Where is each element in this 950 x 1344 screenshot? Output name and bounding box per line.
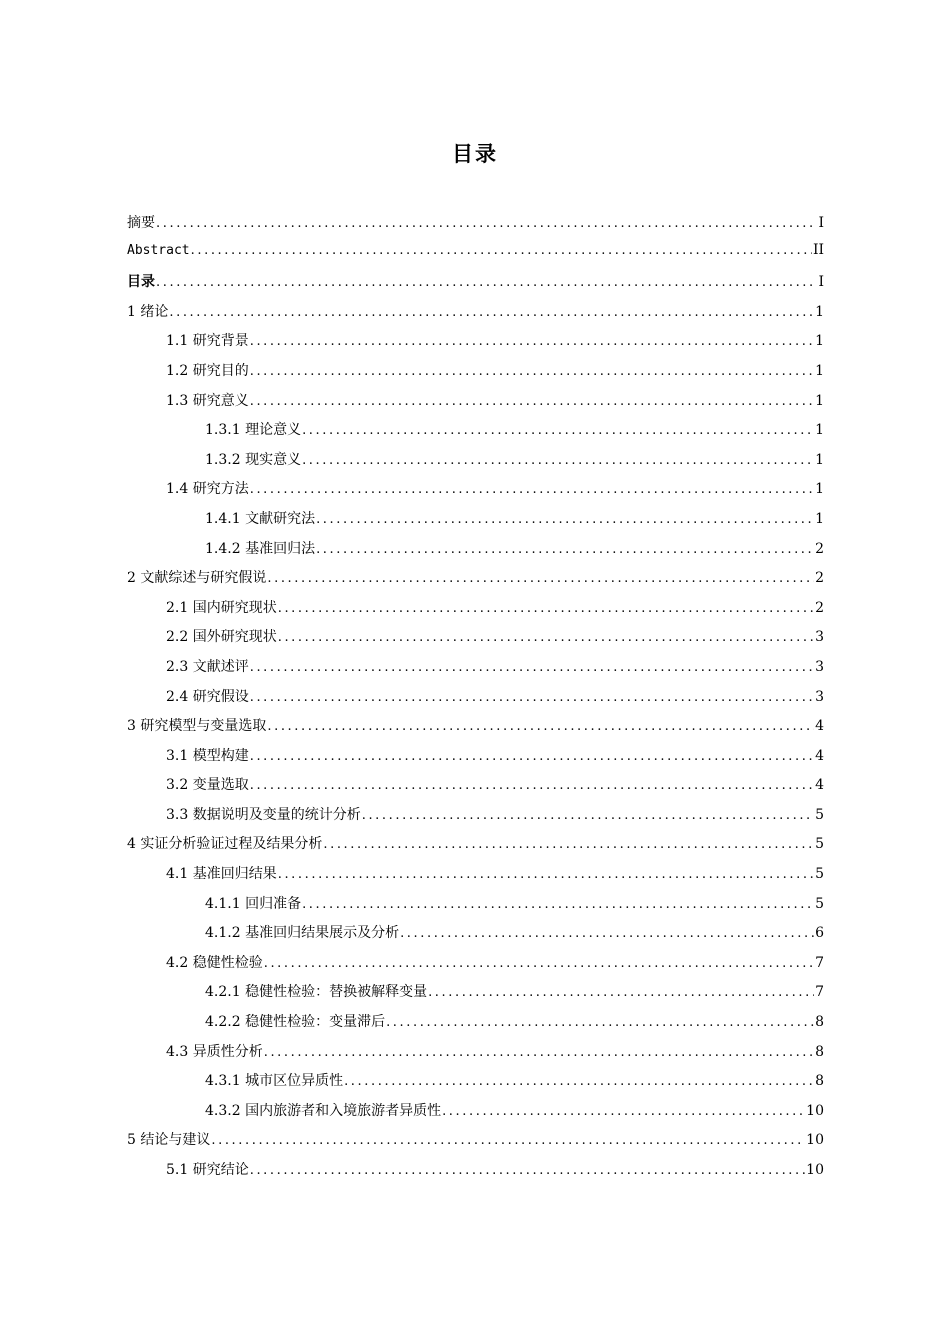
- toc-leader-dots: [362, 808, 814, 823]
- toc-entry[interactable]: [127, 626, 824, 656]
- toc-leader-dots: [278, 867, 814, 882]
- toc-entry[interactable]: [127, 242, 824, 272]
- toc-entry-label: 5 结论与建议: [127, 1132, 211, 1149]
- toc-entry-label: 1 绪论: [127, 303, 169, 320]
- toc-entry[interactable]: [127, 419, 824, 449]
- toc-entry-label: 1.3.1 理论意义: [205, 422, 302, 439]
- toc-leader-dots: [211, 1133, 805, 1148]
- toc-entry-page-number: 10: [806, 1102, 824, 1119]
- toc-leader-dots: [400, 926, 814, 941]
- toc-entry-page-number: 3: [815, 688, 824, 705]
- toc-leader-dots: [323, 837, 814, 852]
- toc-entry-page-number: 1: [815, 333, 824, 350]
- toc-entry[interactable]: [127, 212, 824, 242]
- toc-entry-label: 1.3 研究意义: [166, 392, 249, 409]
- toc-entry-page-number: 7: [815, 954, 824, 971]
- toc-leader-dots: [278, 630, 814, 645]
- toc-leader-dots: [386, 1015, 814, 1030]
- toc-entry[interactable]: [127, 360, 824, 390]
- toc-leader-dots: [316, 512, 814, 527]
- toc-entry-label: 1.1 研究背景: [166, 333, 249, 350]
- toc-entry[interactable]: [127, 804, 824, 834]
- toc-entry[interactable]: [127, 567, 824, 597]
- toc-entry-page-number: 4: [815, 777, 824, 794]
- toc-entry-page-number: 2: [815, 599, 824, 616]
- toc-leader-dots: [250, 394, 814, 409]
- toc-entry-label: 4.2.1 稳健性检验：替换被解释变量: [205, 984, 428, 1001]
- toc-entry-label: 4.1 基准回归结果: [166, 866, 277, 883]
- toc-entry[interactable]: [127, 330, 824, 360]
- page-title: 目录: [452, 142, 498, 166]
- toc-leader-dots: [250, 660, 814, 675]
- toc-entry-page-number: 1: [815, 510, 824, 527]
- toc-entry[interactable]: [127, 390, 824, 420]
- toc-entry-label: 1.4.1 文献研究法: [205, 510, 316, 527]
- toc-entry[interactable]: [127, 952, 824, 982]
- toc-entry-page-number: 8: [815, 1043, 824, 1060]
- toc-entry-label: 2.1 国内研究现状: [166, 599, 277, 616]
- toc-leader-dots: [267, 719, 814, 734]
- toc-entry[interactable]: [127, 863, 824, 893]
- toc-entry[interactable]: [127, 833, 824, 863]
- toc-entry-label: 3.1 模型构建: [166, 747, 249, 764]
- toc-entry[interactable]: [127, 1070, 824, 1100]
- toc-entry-label: 2.2 国外研究现状: [166, 629, 277, 646]
- toc-leader-dots: [302, 897, 814, 912]
- toc-entry[interactable]: [127, 686, 824, 716]
- toc-entry-page-number: 7: [815, 984, 824, 1001]
- toc-entry-page-number: 5: [815, 836, 824, 853]
- toc-entry-label: 4.3 异质性分析: [166, 1043, 263, 1060]
- toc-entry-page-number: 10: [806, 1132, 824, 1149]
- toc-leader-dots: [267, 571, 814, 586]
- toc-entry-page-number: 5: [815, 806, 824, 823]
- toc-entry[interactable]: [127, 981, 824, 1011]
- toc-leader-dots: [264, 1045, 814, 1060]
- toc-leader-dots: [344, 1074, 814, 1089]
- toc-entry-page-number: 4: [815, 718, 824, 735]
- toc-entry[interactable]: [127, 449, 824, 479]
- toc-entry-page-number: 2: [815, 570, 824, 587]
- toc-entry-label: 2.4 研究假设: [166, 688, 249, 705]
- toc-entry-label: 1.4.2 基准回归法: [205, 540, 316, 557]
- toc-entry[interactable]: [127, 1129, 824, 1159]
- toc-entry-label: 4.2.2 稳健性检验：变量滞后: [205, 1014, 386, 1031]
- toc-leader-dots: [442, 1104, 805, 1119]
- toc-entry[interactable]: [127, 597, 824, 627]
- toc-entry-page-number: 1: [815, 392, 824, 409]
- toc-entry-label: 4.1.2 基准回归结果展示及分析: [205, 925, 400, 942]
- toc-entry[interactable]: [127, 656, 824, 686]
- toc-entry-label: 目录: [127, 274, 155, 291]
- toc-entry-label: 4 实证分析验证过程及结果分析: [127, 836, 323, 853]
- toc-leader-dots: [302, 423, 814, 438]
- toc-entry-page-number: 10: [806, 1162, 824, 1178]
- toc-leader-dots: [156, 275, 815, 290]
- toc-entry-label: 1.3.2 现实意义: [205, 451, 302, 468]
- toc-entry-label: 2.3 文献述评: [166, 658, 249, 675]
- toc-entry-page-number: 1: [815, 303, 824, 320]
- toc-leader-dots: [250, 482, 814, 497]
- toc-leader-dots: [250, 749, 814, 764]
- toc-entry-page-number: 8: [815, 1073, 824, 1090]
- toc-entry-page-number: 1: [815, 362, 824, 379]
- toc-entry-page-number: 3: [815, 629, 824, 646]
- toc-entry-page-number: II: [812, 241, 824, 258]
- toc-entry-page-number: 2: [815, 540, 824, 557]
- toc-entry-page-number: 5: [815, 866, 824, 883]
- toc-leader-dots: [250, 334, 814, 349]
- toc-leader-dots: [250, 690, 814, 705]
- toc-leader-dots: [302, 453, 814, 468]
- toc-entry-page-number: 5: [815, 895, 824, 912]
- toc-entry-label: 4.3.2 国内旅游者和入境旅游者异质性: [205, 1102, 442, 1119]
- toc-leader-dots: [250, 778, 814, 793]
- toc-entry-label: 1.2 研究目的: [166, 362, 249, 379]
- toc-leader-dots: [264, 956, 814, 971]
- toc-entry-label: Abstract: [127, 242, 190, 258]
- toc-entry[interactable]: [127, 478, 824, 508]
- toc-entry[interactable]: [127, 745, 824, 775]
- toc-entry-label: 4.2 稳健性检验: [166, 954, 263, 971]
- toc-entry[interactable]: [127, 1159, 824, 1189]
- toc-entry-label: 3.3 数据说明及变量的统计分析: [166, 806, 361, 823]
- toc-entry-page-number: 1: [815, 481, 824, 498]
- toc-entry[interactable]: [127, 538, 824, 568]
- toc-entry[interactable]: [127, 893, 824, 923]
- toc-leader-dots: [191, 243, 812, 258]
- toc-entry-page-number: 1: [815, 451, 824, 468]
- toc-entry-label: 2 文献综述与研究假说: [127, 570, 267, 587]
- toc-entry-label: 3.2 变量选取: [166, 777, 249, 794]
- toc-entry-label: 5.1 研究结论: [166, 1162, 249, 1178]
- toc-entry-label: 1.4 研究方法: [166, 481, 249, 498]
- toc-entry[interactable]: [127, 922, 824, 952]
- toc-entry[interactable]: [127, 271, 824, 301]
- table-of-contents: [127, 212, 824, 1189]
- toc-leader-dots: [428, 985, 814, 1000]
- toc-entry-label: 摘要: [127, 215, 155, 231]
- toc-entry-page-number: 1: [815, 422, 824, 439]
- toc-leader-dots: [250, 364, 814, 379]
- toc-leader-dots: [316, 542, 814, 557]
- toc-entry[interactable]: [127, 1011, 824, 1041]
- toc-leader-dots: [169, 305, 814, 320]
- toc-entry-label: 4.1.1 回归准备: [205, 895, 302, 912]
- toc-entry[interactable]: [127, 301, 824, 331]
- toc-entry-label: 3 研究模型与变量选取: [127, 718, 267, 735]
- toc-entry[interactable]: [127, 774, 824, 804]
- toc-entry-page-number: 6: [815, 925, 824, 942]
- toc-entry[interactable]: [127, 508, 824, 538]
- toc-entry-page-number: I: [818, 274, 824, 291]
- toc-leader-dots: [156, 216, 815, 231]
- toc-entry[interactable]: [127, 1041, 824, 1071]
- toc-entry-page-number: 3: [815, 658, 824, 675]
- toc-entry-label: 4.3.1 城市区位异质性: [205, 1073, 344, 1090]
- toc-entry-page-number: 8: [815, 1014, 824, 1031]
- toc-entry[interactable]: [127, 1100, 824, 1130]
- toc-leader-dots: [250, 1163, 805, 1178]
- toc-entry[interactable]: [127, 715, 824, 745]
- toc-entry-page-number: I: [818, 215, 824, 231]
- toc-entry-page-number: 4: [815, 747, 824, 764]
- toc-leader-dots: [278, 601, 814, 616]
